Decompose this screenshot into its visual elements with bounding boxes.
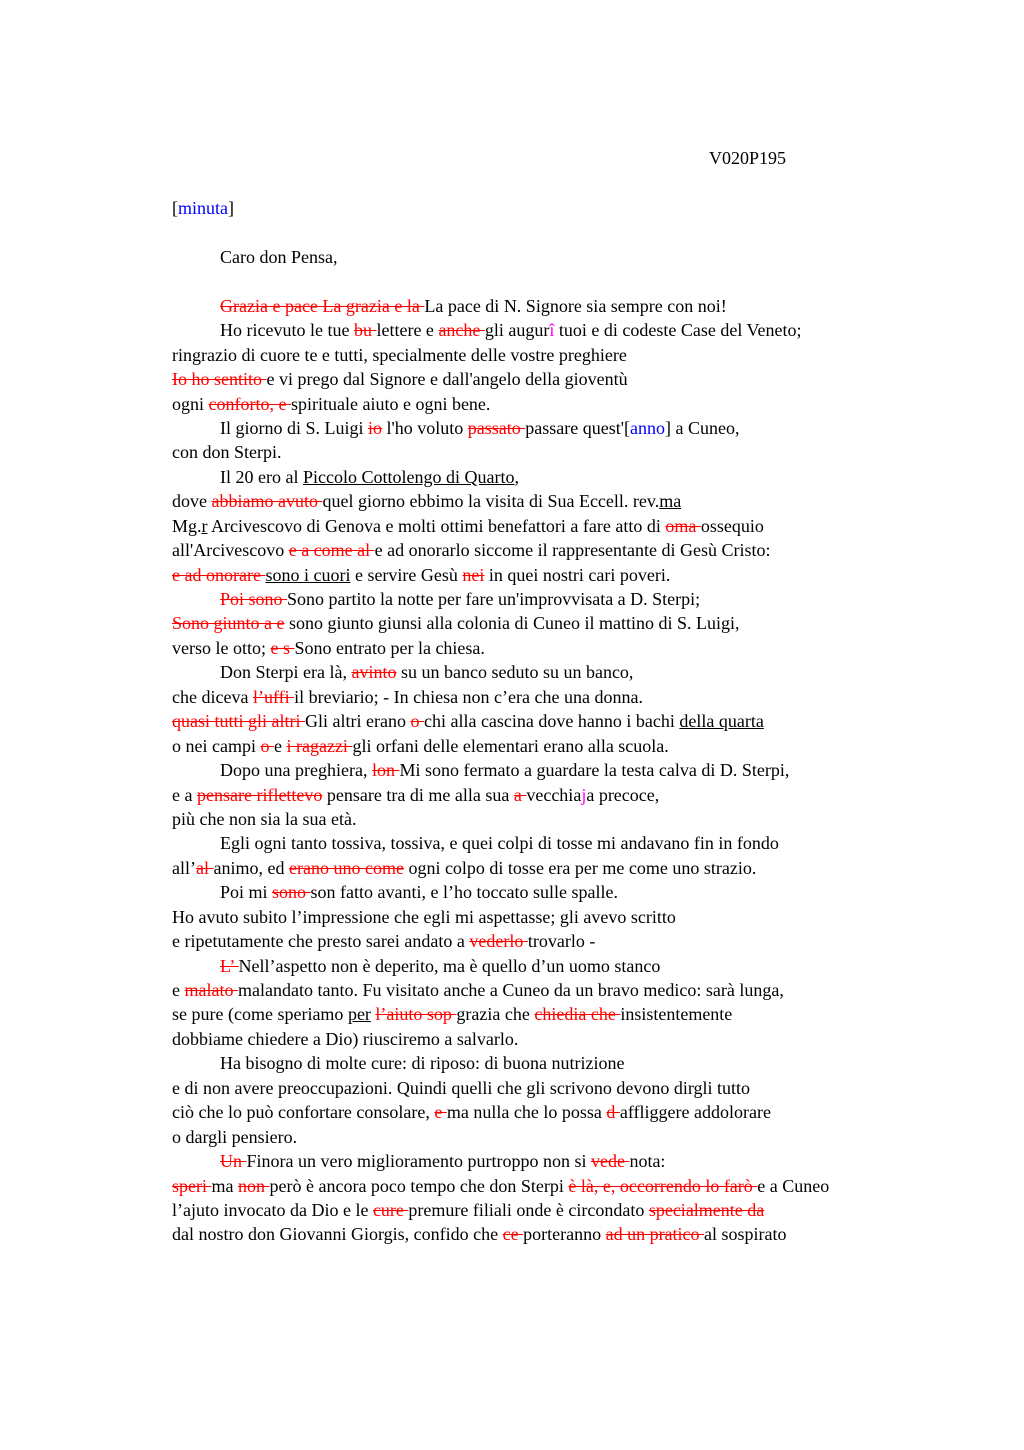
text-segment: Ha bisogno di molte cure: di riposo: di buona nutrizione bbox=[220, 1053, 625, 1074]
deleted-text: vederlo bbox=[469, 931, 528, 952]
text-segment: ma bbox=[211, 1175, 238, 1196]
deleted-text: l’uffi bbox=[252, 686, 295, 707]
text-segment: e bbox=[273, 735, 287, 756]
text-segment: son fatto avanti, e l’ho toccato sulle spalle. bbox=[310, 882, 618, 903]
editorial-note: minuta bbox=[178, 198, 228, 218]
text-line bbox=[172, 685, 952, 709]
correction-mark: î bbox=[549, 320, 555, 341]
text-line bbox=[172, 636, 952, 660]
text-segment: Caro don Pensa, bbox=[220, 246, 338, 267]
deleted-text: lon bbox=[371, 760, 400, 781]
text-segment: e a bbox=[172, 784, 197, 805]
deleted-text: al bbox=[196, 857, 214, 878]
text-line bbox=[172, 880, 952, 904]
deleted-text: sono bbox=[272, 882, 311, 903]
text-line bbox=[172, 905, 952, 929]
deleted-text: Grazia e pace La grazia e la bbox=[220, 295, 425, 316]
text-segment: Arcivescovo di Genova e molti ottimi benefattori a fare atto di bbox=[207, 515, 666, 536]
deleted-text: bu bbox=[353, 320, 377, 341]
text-line bbox=[172, 1198, 952, 1222]
text-segment: all'Arcivescovo bbox=[172, 540, 289, 561]
text-segment: chi alla cascina dove hanno i bachi bbox=[423, 711, 680, 732]
text-segment: spirituale aiuto e ogni bene. bbox=[290, 393, 491, 414]
text-segment: Ho avuto subito l’impressione che egli mi aspettasse; gli avevo scritto bbox=[172, 906, 676, 927]
text-segment: ciò che lo può confortare consolare, bbox=[172, 1102, 435, 1123]
text-segment: e ad onorarlo siccome il rappresentante di Gesù Cristo: bbox=[374, 540, 771, 561]
text-line bbox=[172, 783, 952, 807]
text-segment: sono giunto giunsi alla colonia di Cuneo il mattino di S. Luigi, bbox=[284, 613, 740, 634]
text-line bbox=[172, 807, 952, 831]
text-segment: al sospirato bbox=[704, 1224, 787, 1245]
deleted-text: o bbox=[260, 735, 274, 756]
text-line bbox=[172, 294, 952, 318]
text-segment: passare quest'[ bbox=[525, 417, 630, 438]
text-segment: ossequio bbox=[700, 515, 764, 536]
deleted-text: e a come al bbox=[288, 540, 375, 561]
text-segment: ogni bbox=[172, 393, 209, 414]
text-segment: o dargli pensiero. bbox=[172, 1126, 298, 1147]
text-segment: animo, ed bbox=[213, 857, 289, 878]
text-line bbox=[172, 611, 952, 635]
text-line bbox=[172, 660, 952, 684]
text-line bbox=[172, 954, 952, 978]
deleted-text: Poi sono bbox=[220, 589, 288, 609]
deleted-text: o bbox=[410, 711, 424, 732]
deleted-text: Un bbox=[220, 1151, 247, 1172]
deleted-text: io bbox=[368, 417, 383, 438]
text-segment: Ho ricevuto le tue bbox=[220, 320, 354, 341]
deleted-text: d bbox=[606, 1102, 620, 1123]
deleted-text: vede bbox=[590, 1151, 630, 1172]
text-line bbox=[172, 514, 952, 538]
text-segment: Dopo una preghiera, bbox=[220, 760, 372, 781]
text-line bbox=[172, 856, 952, 880]
text-segment: gli orfani delle elementari erano alla scuola. bbox=[352, 735, 669, 756]
deleted-text: chiedia che bbox=[534, 1004, 621, 1025]
editorial-note: anno bbox=[629, 417, 665, 438]
underlined-text: sono i cuori bbox=[265, 564, 351, 585]
text-segment: verso le otto; bbox=[172, 637, 271, 658]
text-segment: e di non avere preoccupazioni. Quindi quelli che gli scrivono devono dirgli tutto bbox=[172, 1077, 751, 1098]
text-line bbox=[172, 367, 952, 391]
text-segment: dal nostro don Giovanni Giorgis, confido che bbox=[172, 1224, 503, 1245]
text-segment: con don Sterpi. bbox=[172, 442, 282, 463]
text-line bbox=[172, 196, 952, 220]
text-line bbox=[172, 489, 952, 513]
correction-mark: j bbox=[581, 784, 587, 805]
underlined-text: della quarta bbox=[679, 711, 764, 732]
text-line bbox=[172, 1002, 952, 1026]
text-segment: in quei nostri cari poveri. bbox=[484, 564, 671, 585]
letter-body bbox=[172, 196, 952, 1247]
text-segment: [ bbox=[172, 198, 178, 218]
text-segment: se pure (come speriamo bbox=[172, 1004, 348, 1025]
text-segment: l'ho voluto bbox=[382, 417, 468, 438]
blank-line bbox=[172, 220, 952, 244]
deleted-text: e ad onorare bbox=[172, 564, 266, 585]
text-line bbox=[172, 758, 952, 782]
text-segment: all’ bbox=[172, 857, 196, 878]
text-line bbox=[172, 831, 952, 855]
underlined-text: per bbox=[347, 1004, 371, 1025]
deleted-text: e bbox=[434, 1102, 447, 1123]
text-segment: trovarlo - bbox=[527, 931, 596, 952]
text-segment: ringrazio di cuore te e tutti, specialmente delle vostre preghiere bbox=[172, 344, 627, 365]
text-segment: Egli ogni tanto tossiva, tossiva, e quei colpi di tosse mi andavano fin in fondo bbox=[220, 833, 779, 854]
deleted-text: conforto, e bbox=[208, 393, 291, 414]
text-segment: pensare tra di me alla sua bbox=[322, 784, 514, 805]
underlined-text: ma bbox=[659, 491, 682, 512]
deleted-text: speri bbox=[172, 1175, 212, 1196]
text-line bbox=[172, 929, 952, 953]
text-segment: vecchia bbox=[526, 784, 582, 805]
text-segment: La pace di N. Signore sia sempre con noi! bbox=[424, 295, 727, 316]
deleted-text: malato bbox=[184, 980, 238, 1000]
text-line bbox=[172, 1076, 952, 1100]
text-line bbox=[172, 734, 952, 758]
deleted-text: erano uno come bbox=[288, 857, 404, 878]
deleted-text: L’ bbox=[220, 955, 239, 976]
text-segment: ] a Cuneo, bbox=[664, 417, 740, 438]
text-segment: porteranno bbox=[523, 1224, 606, 1245]
text-segment: l’ajuto invocato da Dio e le bbox=[172, 1199, 373, 1220]
text-segment: che diceva bbox=[172, 686, 253, 707]
text-segment: però è ancora poco tempo che don Sterpi bbox=[269, 1175, 569, 1196]
text-segment: e servire Gesù bbox=[350, 564, 463, 585]
text-line bbox=[172, 587, 952, 611]
text-line bbox=[172, 1100, 952, 1124]
deleted-text: ce bbox=[502, 1224, 524, 1245]
text-line bbox=[172, 978, 952, 1002]
page-id: V020P195 bbox=[709, 148, 787, 168]
text-segment: Sono partito la notte per fare un'improvvisata a D. Sterpi; bbox=[287, 589, 701, 609]
text-segment: insistentemente bbox=[620, 1004, 733, 1025]
text-segment: Don Sterpi era là, bbox=[220, 662, 352, 683]
text-segment: malandato tanto. Fu visitato anche a Cuneo da un bravo medico: sarà lunga, bbox=[237, 980, 784, 1000]
text-segment: Gli altri erano bbox=[305, 711, 411, 732]
text-line bbox=[172, 709, 952, 733]
text-line bbox=[172, 538, 952, 562]
deleted-text: l’aiuto sop bbox=[375, 1004, 457, 1025]
text-line bbox=[172, 563, 952, 587]
text-line bbox=[172, 1222, 952, 1246]
deleted-text: è là, e, occorrendo lo farò bbox=[568, 1175, 758, 1196]
text-line bbox=[172, 465, 952, 489]
deleted-text: non bbox=[238, 1175, 270, 1196]
deleted-text: e s bbox=[270, 637, 295, 658]
text-segment: più che non sia la sua età. bbox=[172, 808, 357, 829]
text-line bbox=[172, 1051, 952, 1075]
deleted-text: ad un pratico bbox=[605, 1224, 705, 1245]
underlined-text: r bbox=[201, 515, 208, 536]
text-segment: tuoi e di codeste Case del Veneto; bbox=[554, 320, 802, 341]
text-line bbox=[172, 245, 952, 269]
text-line bbox=[172, 1027, 952, 1051]
text-segment: , bbox=[514, 466, 519, 487]
text-segment: dove bbox=[172, 491, 212, 512]
text-segment: Mg. bbox=[172, 515, 202, 536]
text-segment: Finora un vero miglioramento purtroppo non si bbox=[246, 1151, 591, 1172]
text-segment: o nei campi bbox=[172, 735, 261, 756]
deleted-text: a bbox=[513, 784, 527, 805]
text-segment: Nell’aspetto non è deperito, ma è quello d’un uomo stanco bbox=[238, 955, 661, 976]
deleted-text: avinto bbox=[351, 662, 397, 683]
text-segment: quel giorno ebbimo la visita di Sua Eccell. rev. bbox=[322, 491, 660, 512]
deleted-text: pensare riflettevo bbox=[196, 784, 323, 805]
text-line bbox=[172, 343, 952, 367]
text-segment: lettere e bbox=[376, 320, 439, 341]
text-line bbox=[172, 440, 952, 464]
deleted-text: nei bbox=[462, 564, 485, 585]
text-segment: il breviario; - In chiesa non c’era che una donna. bbox=[294, 686, 643, 707]
deleted-text: quasi tutti gli altri bbox=[172, 711, 305, 732]
text-segment: ma nulla che lo possa bbox=[446, 1102, 607, 1123]
text-segment: e vi prego dal Signore e dall'angelo della gioventù bbox=[266, 369, 628, 390]
text-line bbox=[172, 318, 952, 342]
deleted-text: cure bbox=[372, 1199, 409, 1220]
text-segment: dobbiame chiedere a Dio) riusciremo a salvarlo. bbox=[172, 1028, 519, 1049]
text-segment: nota: bbox=[629, 1151, 666, 1172]
text-segment: premure filiali onde è circondato bbox=[408, 1199, 649, 1220]
deleted-text: abbiamo avuto bbox=[211, 491, 323, 512]
deleted-text: Sono giunto a e bbox=[172, 613, 285, 634]
text-segment: e bbox=[172, 980, 185, 1000]
underlined-text: Piccolo Cottolengo di Quarto bbox=[302, 466, 515, 487]
text-segment: e a Cuneo bbox=[757, 1175, 830, 1196]
text-line bbox=[172, 1149, 952, 1173]
deleted-text: oma bbox=[665, 515, 701, 536]
text-segment: a precoce, bbox=[586, 784, 660, 805]
text-line bbox=[172, 392, 952, 416]
text-segment: e ripetutamente che presto sarei andato a bbox=[172, 931, 470, 952]
text-segment: ogni colpo di tosse era per me come uno strazio. bbox=[403, 857, 757, 878]
text-segment: ] bbox=[228, 198, 234, 218]
text-line bbox=[172, 1125, 952, 1149]
text-line bbox=[172, 1174, 952, 1198]
text-segment: Il giorno di S. Luigi bbox=[220, 417, 368, 438]
text-segment: su un banco seduto su un banco, bbox=[396, 662, 634, 683]
text-segment: Mi sono fermato a guardare la testa calva di D. Sterpi, bbox=[399, 760, 790, 781]
blank-line bbox=[172, 269, 952, 293]
text-segment: Poi mi bbox=[220, 882, 273, 903]
text-segment: gli augur bbox=[484, 320, 550, 341]
deleted-text: specialmente da bbox=[648, 1199, 765, 1220]
text-segment: affliggere addolorare bbox=[619, 1102, 771, 1123]
text-segment: Sono entrato per la chiesa. bbox=[294, 637, 485, 658]
deleted-text: passato bbox=[467, 417, 526, 438]
text-line bbox=[172, 416, 952, 440]
deleted-text: Io ho sentito bbox=[172, 369, 267, 390]
text-segment: grazia che bbox=[456, 1004, 535, 1025]
deleted-text: i ragazzi bbox=[286, 735, 353, 756]
deleted-text: anche bbox=[438, 320, 485, 341]
text-segment: Il 20 ero al bbox=[220, 466, 303, 487]
